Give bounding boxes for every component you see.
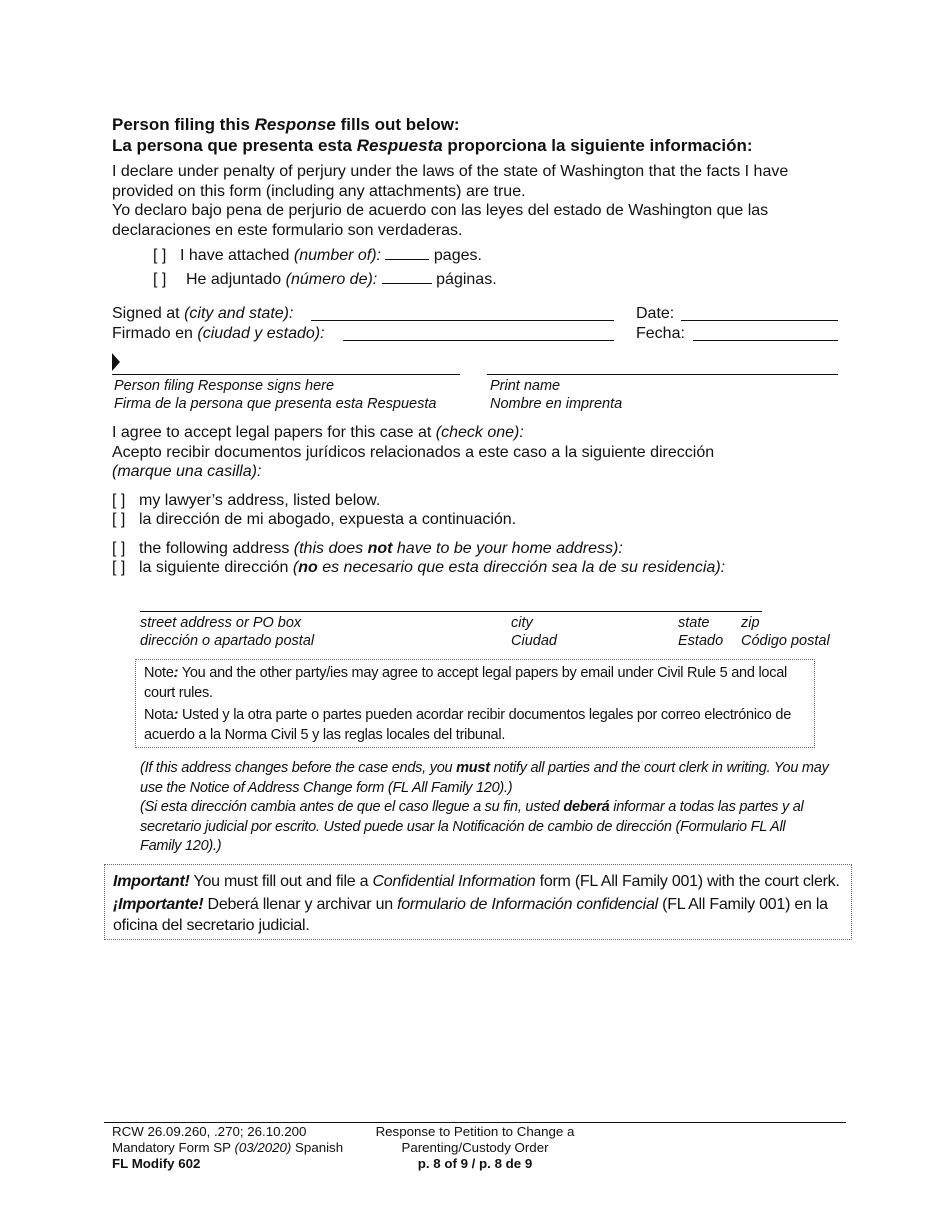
option-lawyer-es: [ ] la dirección de mi abogado, expuesta a continuación. — [112, 511, 517, 528]
declaration-es: Yo declaro bajo pena de perjurio de acuerdo con las leyes del estado de Washington que las declaraciones en este formulario son verdaderas. — [112, 202, 769, 239]
note-es: Nota: Usted y la otra parte o partes pueden acordar recibir documentos legales por correo electrónico de acuerdo a la Norma Civil 5 y las reglas locales del tribunal. — [144, 707, 792, 743]
attached-checkbox-es[interactable]: [ ] — [153, 271, 167, 288]
signed-at-field[interactable] — [311, 320, 614, 321]
option-address-en: [ ] the following address (this does not have to be your home address): — [112, 540, 623, 557]
footer-title-2: Parenting/Custody Order — [401, 1140, 549, 1155]
date-field[interactable] — [681, 320, 838, 321]
declaration-en: I declare under penalty of perjury under the laws of the state of Washington that the facts I have provided on this form (including any attachments) are true. — [112, 163, 789, 200]
street-label-es: dirección o apartado postal — [140, 633, 315, 649]
footer-page-number: p. 8 of 9 / p. 8 de 9 — [417, 1156, 533, 1171]
zip-label-es: Código postal — [741, 633, 830, 649]
date-field-es[interactable] — [693, 340, 838, 341]
state-label-es: Estado — [678, 633, 724, 649]
address-change-en: (If this address changes before the case ends, you must notify all parties and the court clerk in writing. You may use the Notice of Address Change form (FL All Family 120).) — [140, 760, 829, 796]
print-name-label-en: Print name — [490, 378, 561, 394]
city-label-en: city — [511, 615, 533, 631]
signature-field[interactable] — [112, 374, 460, 375]
zip-label-en: zip — [741, 615, 760, 631]
signature-arrow-icon — [112, 353, 122, 371]
following-address-checkbox-es[interactable]: [ ] — [112, 559, 126, 576]
option-lawyer-en: [ ] my lawyer’s address, listed below. — [112, 492, 381, 509]
date-label-es: Fecha: — [636, 325, 685, 342]
city-label-es: Ciudad — [511, 633, 557, 649]
state-label-en: state — [678, 615, 710, 631]
address-change-es: (Si esta dirección cambia antes de que el caso llegue a su fin, usted deberá informar a todas las partes y al secretario judicial por escrito. Usted puede usar la Notificación de cambio de dirección (Formulario FL All Family 120).) — [140, 799, 804, 854]
email-note-box — [135, 659, 815, 748]
signed-at-label-es: Firmado en (ciudad y estado): — [112, 325, 325, 342]
agree-es: Acepto recibir documentos jurídicos relacionados a este caso a la siguiente dirección — [112, 444, 715, 461]
lawyer-address-checkbox-es[interactable]: [ ] — [112, 511, 126, 528]
option-address-es: [ ] la siguiente dirección (no es necesario que esta dirección sea la de su residencia): — [112, 559, 726, 576]
following-address-checkbox[interactable]: [ ] — [112, 540, 126, 557]
important-en: Important! You must fill out and file a Confidential Information form (FL All Family 001) with the court clerk. — [113, 873, 840, 890]
attached-pages-es: [ ] He adjuntado (número de): páginas. — [153, 271, 497, 288]
signed-at-field-es[interactable] — [343, 340, 614, 341]
attached-count-field[interactable] — [385, 245, 429, 260]
footer-mandatory: Mandatory Form SP (03/2020) Spanish — [112, 1140, 344, 1155]
important-es: ¡Importante! Deberá llenar y archivar un formulario de Información confidencial (FL All Family 001) en la oficina del secretario judicial. — [113, 896, 828, 934]
important-box — [104, 864, 852, 940]
address-field[interactable] — [140, 611, 762, 612]
print-name-field[interactable] — [487, 374, 838, 375]
street-label-en: street address or PO box — [140, 615, 302, 631]
footer-rcw: RCW 26.09.260, .270; 26.10.200 — [112, 1124, 307, 1139]
lawyer-address-checkbox[interactable]: [ ] — [112, 492, 126, 509]
footer-form-id: FL Modify 602 — [112, 1156, 201, 1171]
attached-checkbox[interactable]: [ ] — [153, 247, 167, 264]
footer-rule — [104, 1122, 846, 1123]
attached-pages-en: [ ] I have attached (number of): pages. — [153, 247, 482, 264]
attached-count-field-es[interactable] — [382, 269, 432, 284]
note-en: Note: You and the other party/ies may agree to accept legal papers by email under Civil Rule 5 and local court rules. — [144, 665, 788, 701]
agree-en: I agree to accept legal papers for this case at (check one): — [112, 424, 524, 441]
section-heading-es: La persona que presenta esta Respuesta proporciona la siguiente información: — [112, 136, 753, 155]
signature-label-es: Firma de la persona que presenta esta Respuesta — [114, 396, 437, 412]
section-heading-en: Person filing this Response fills out below: — [112, 115, 460, 134]
print-name-label-es: Nombre en imprenta — [490, 396, 623, 412]
signature-label-en: Person filing Response signs here — [114, 378, 335, 394]
footer-title-1: Response to Petition to Change a — [375, 1124, 575, 1139]
date-label-en: Date: — [636, 305, 675, 322]
agree-es-instruction: (marque una casilla): — [112, 463, 262, 480]
signed-at-label-en: Signed at (city and state): — [112, 305, 294, 322]
